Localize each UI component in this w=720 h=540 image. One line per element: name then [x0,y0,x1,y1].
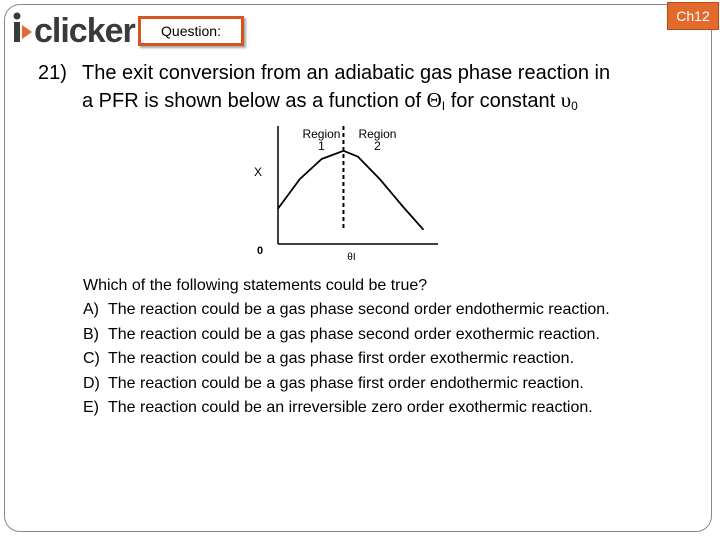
question-prompt: Which of the following statements could be true? [83,277,428,294]
iclicker-logo [10,8,140,48]
option-letter: C) [83,350,100,367]
option-c[interactable] [83,347,610,372]
region-2-number: 2 [374,139,381,153]
question-text [82,60,682,120]
option-text: The reaction could be a gas phase second order exothermic reaction. [108,325,600,343]
question-number: 21) [38,62,67,84]
question-line-2-mid: for constant [445,90,561,112]
answer-options [83,298,610,421]
chapter-badge [667,2,719,30]
option-text: The reaction could be a gas phase second order endothermic reaction. [108,301,610,318]
y-axis-label: X [253,165,263,179]
option-text: The reaction could be a gas phase first order exothermic reaction. [108,350,575,367]
region-2-label: Region [358,127,397,141]
option-letter: D) [83,374,100,392]
region-1-number: 1 [318,139,325,153]
theta-subscript: I [441,99,446,113]
logo-graphic [10,8,140,48]
option-b[interactable] [83,323,610,348]
upsilon-symbol: υ [560,88,572,112]
question-label: Question: [161,23,221,39]
region-1-label: Region [302,127,341,141]
option-letter: E) [83,399,99,416]
svg-text:clicker: clicker [34,12,135,48]
option-text: The reaction could be a gas phase first order endothermic reaction. [108,374,584,392]
question-line-2 [82,87,682,120]
option-letter: B) [83,325,99,343]
question-line-2-start: a PFR is shown below as a function of [82,90,427,112]
option-d[interactable] [83,372,610,397]
option-e[interactable] [83,396,610,421]
option-a[interactable] [83,298,610,323]
option-letter: A) [83,301,99,318]
conversion-chart [246,122,446,264]
question-label-box [138,16,244,46]
option-text: The reaction could be an irreversible zero order exothermic reaction. [108,399,593,416]
conversion-chart-svg [246,122,446,264]
origin-label: 0 [256,245,264,257]
x-axis-label: θI [347,252,356,263]
upsilon-subscript: 0 [571,99,578,113]
conversion-curve [278,151,424,230]
question-line-1: The exit conversion from an adiabatic gas phase reaction in [82,62,611,84]
theta-symbol: Θ [426,88,442,112]
chapter-badge-text: Ch12 [676,8,710,24]
